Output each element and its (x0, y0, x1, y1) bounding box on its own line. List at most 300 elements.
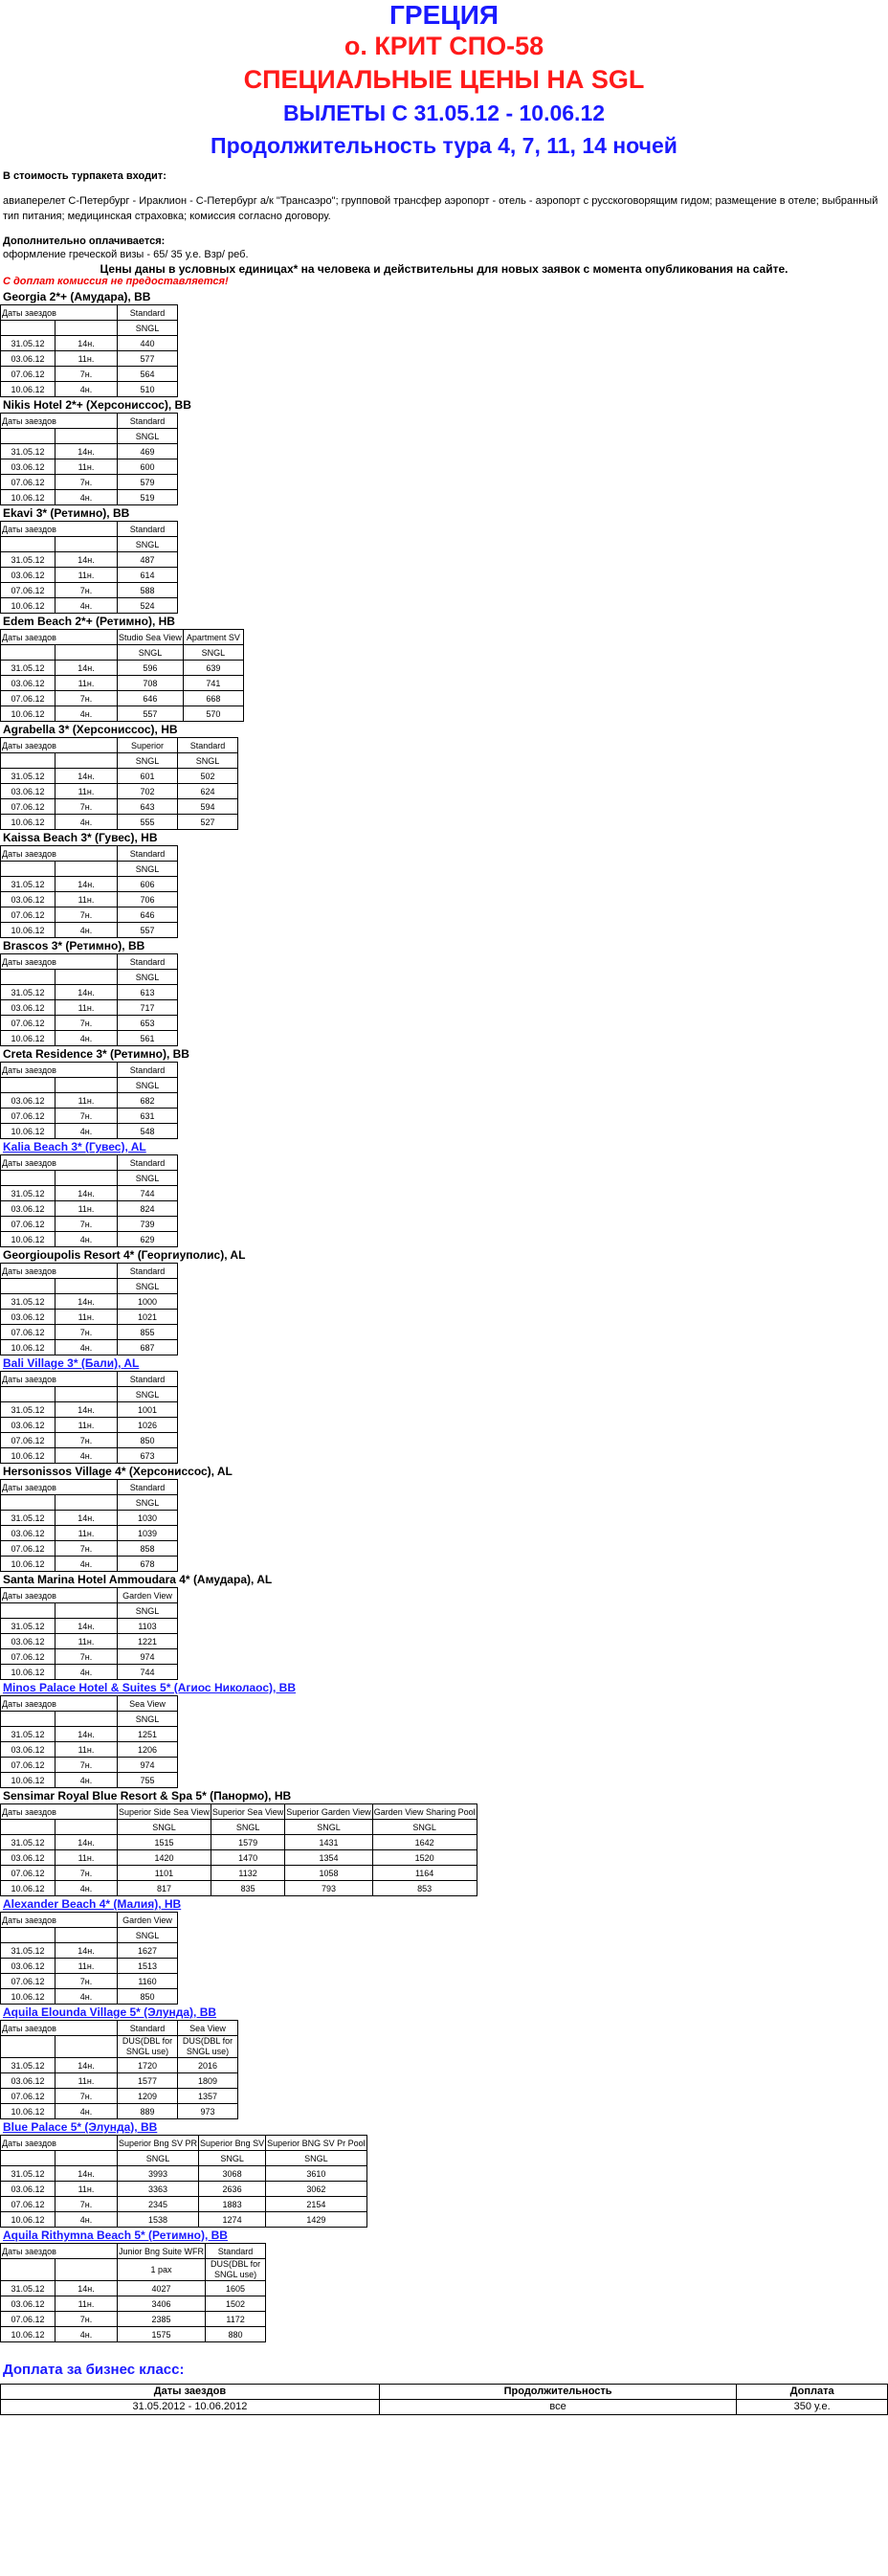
arrival-date: 03.06.12 (1, 1000, 56, 1016)
nights: 11н. (56, 1526, 118, 1541)
room-type-header: Sea View (178, 2021, 238, 2036)
price-row (1, 1294, 178, 1310)
price: 973 (178, 2104, 238, 2119)
price-table (0, 1479, 178, 1572)
arrival-date: 03.06.12 (1, 1310, 56, 1325)
nights: 4н. (56, 1448, 118, 1464)
arrival-date: 10.06.12 (1, 2104, 56, 2119)
arrival-date: 07.06.12 (1, 2089, 56, 2104)
arrival-date: 31.05.12 (1, 2166, 56, 2182)
nights: 11н. (56, 1634, 118, 1649)
price-row (1, 1124, 178, 1139)
price: 4027 (118, 2281, 206, 2296)
price-row (1, 676, 244, 691)
room-type-header: Standard (118, 846, 178, 862)
occupancy-row (1, 321, 178, 336)
occupancy-header: SNGL (183, 645, 243, 661)
business-surcharge: 350 у.е. (737, 2400, 888, 2415)
empty-cell (1, 2151, 56, 2166)
price: 557 (118, 923, 178, 938)
dates-label: Даты заездов (1, 1804, 118, 1820)
arrival-date: 31.05.12 (1, 336, 56, 351)
arrival-date: 10.06.12 (1, 1773, 56, 1788)
price-row (1, 1619, 178, 1634)
room-type-header: Standard (118, 1372, 178, 1387)
business-title: Доплата за бизнес класс: (3, 2362, 185, 2378)
arrival-date: 31.05.12 (1, 2281, 56, 2296)
room-type-header: Standard (118, 954, 178, 970)
nights: 14н. (56, 2166, 118, 2182)
hotel-name: Brascos 3* (Ретимно), BB (3, 939, 145, 952)
arrival-date: 10.06.12 (1, 1124, 56, 1139)
empty-cell (1, 537, 56, 552)
nights: 4н. (56, 1989, 118, 2005)
nights: 7н. (56, 1217, 118, 1232)
arrival-date: 10.06.12 (1, 382, 56, 397)
nights: 11н. (56, 2296, 118, 2312)
price-row (1, 459, 178, 475)
price-row (1, 1310, 178, 1325)
price: 1058 (285, 1866, 372, 1881)
price: 1103 (118, 1619, 178, 1634)
business-header-dates: Даты заездов (1, 2385, 380, 2400)
price: 561 (118, 1031, 178, 1046)
nights: 11н. (56, 676, 118, 691)
arrival-date: 10.06.12 (1, 2327, 56, 2342)
nights: 4н. (56, 923, 118, 938)
room-type-row (1, 1588, 178, 1603)
price-row (1, 2182, 367, 2197)
room-type-row (1, 1913, 178, 1928)
hotel-block (0, 2228, 888, 2342)
hotel-block (0, 2005, 888, 2119)
price: 555 (118, 815, 178, 830)
empty-cell (1, 1387, 56, 1402)
price: 974 (118, 1649, 178, 1665)
price: 3993 (118, 2166, 199, 2182)
arrival-date: 07.06.12 (1, 1325, 56, 1340)
price-row (1, 1974, 178, 1989)
room-type-header: Standard (118, 2021, 178, 2036)
nights: 7н. (56, 583, 118, 598)
nights: 7н. (56, 367, 118, 382)
occupancy-header: DUS(DBL for SNGL use) (206, 2259, 266, 2281)
arrival-date: 07.06.12 (1, 583, 56, 598)
room-type-row (1, 2021, 238, 2036)
nights: 11н. (56, 1959, 118, 1974)
price-row (1, 1557, 178, 1572)
nights: 11н. (56, 2182, 118, 2197)
arrival-date: 03.06.12 (1, 1093, 56, 1109)
price: 579 (118, 475, 178, 490)
price-row (1, 1232, 178, 1247)
nights: 7н. (56, 1866, 118, 1881)
price: 502 (178, 769, 238, 784)
empty-cell (56, 753, 118, 769)
arrival-date: 07.06.12 (1, 907, 56, 923)
arrival-date: 07.06.12 (1, 1974, 56, 1989)
nights: 14н. (56, 1727, 118, 1742)
price-row (1, 1866, 477, 1881)
arrival-date: 07.06.12 (1, 1217, 56, 1232)
hotel-name-link[interactable]: Blue Palace 5* (Элунда), BB (3, 2120, 158, 2134)
price: 1627 (118, 1943, 178, 1959)
nights: 14н. (56, 336, 118, 351)
price: 601 (118, 769, 178, 784)
price: 1720 (118, 2058, 178, 2073)
room-type-header: Garden View Sharing Pool (372, 1804, 477, 1820)
room-type-header: Superior Sea View (211, 1804, 284, 1820)
price-row (1, 985, 178, 1000)
occupancy-header: SNGL (118, 970, 178, 985)
price: 588 (118, 583, 178, 598)
occupancy-header: SNGL (118, 1279, 178, 1294)
price-row (1, 1773, 178, 1788)
hotel-block (0, 830, 888, 938)
nights: 7н. (56, 1649, 118, 1665)
hotel-block (0, 722, 888, 830)
price: 1164 (372, 1866, 477, 1881)
price-table (0, 2020, 238, 2119)
empty-cell (1, 1712, 56, 1727)
occupancy-header: SNGL (266, 2151, 367, 2166)
arrival-date: 07.06.12 (1, 1016, 56, 1031)
arrival-date: 07.06.12 (1, 799, 56, 815)
nights: 4н. (56, 1665, 118, 1680)
hotel-name-link[interactable]: Aquila Rithymna Beach 5* (Ретимно), BB (3, 2229, 228, 2242)
price: 855 (118, 1325, 178, 1340)
price: 706 (118, 892, 178, 907)
nights: 14н. (56, 1402, 118, 1418)
occupancy-row (1, 2259, 266, 2281)
price-row (1, 1418, 178, 1433)
hotel-name-link[interactable]: Minos Palace Hotel & Suites 5* (Агиос Николаос), BB (3, 1681, 296, 1694)
room-type-header: Standard (206, 2244, 266, 2259)
price-row (1, 1943, 178, 1959)
room-type-header: Standard (118, 1155, 178, 1171)
price: 1502 (206, 2296, 266, 2312)
price: 850 (118, 1433, 178, 1448)
price: 744 (118, 1186, 178, 1201)
price: 594 (178, 799, 238, 815)
nights: 11н. (56, 459, 118, 475)
nights: 14н. (56, 1186, 118, 1201)
price: 614 (118, 568, 178, 583)
price: 835 (211, 1881, 284, 1896)
nights: 4н. (56, 1232, 118, 1247)
price-row (1, 583, 178, 598)
nights: 7н. (56, 907, 118, 923)
dates-label: Даты заездов (1, 846, 118, 862)
room-type-row (1, 954, 178, 970)
nights: 4н. (56, 490, 118, 505)
price: 744 (118, 1665, 178, 1680)
empty-cell (56, 1495, 118, 1511)
empty-cell (56, 1928, 118, 1943)
price: 527 (178, 815, 238, 830)
room-type-header: Sea View (118, 1696, 178, 1712)
arrival-date: 10.06.12 (1, 706, 56, 722)
hotel-name: Edem Beach 2*+ (Ретимно), HB (3, 615, 175, 628)
room-type-header: Superior Bng SV PR (118, 2136, 199, 2151)
occupancy-row (1, 1279, 178, 1294)
nights: 7н. (56, 1016, 118, 1031)
price: 817 (118, 1881, 211, 1896)
price-row (1, 382, 178, 397)
price-row (1, 2197, 367, 2212)
room-type-header: Superior Side Sea View (118, 1804, 211, 1820)
dates-label: Даты заездов (1, 630, 118, 645)
nights: 7н. (56, 1541, 118, 1557)
price-row (1, 2281, 266, 2296)
price-row (1, 1016, 178, 1031)
arrival-date: 03.06.12 (1, 2182, 56, 2197)
price-table (0, 521, 178, 614)
price-row (1, 1201, 178, 1217)
price: 577 (118, 351, 178, 367)
empty-cell (56, 1712, 118, 1727)
price-row (1, 923, 178, 938)
price-table (0, 1371, 178, 1464)
price: 643 (118, 799, 178, 815)
price-table (0, 1587, 178, 1680)
room-type-header: Superior BNG SV Pr Pool (266, 2136, 367, 2151)
price: 1575 (118, 2327, 206, 2342)
nights: 4н. (56, 382, 118, 397)
business-header-duration: Продолжительность (379, 2385, 736, 2400)
price: 1030 (118, 1511, 178, 1526)
price: 1520 (372, 1850, 477, 1866)
price-table (0, 2135, 367, 2228)
occupancy-row (1, 862, 178, 877)
hotel-name-link[interactable]: Aquila Elounda Village 5* (Элунда), BB (3, 2005, 217, 2019)
hotel-list (0, 289, 888, 2342)
price: 1577 (118, 2073, 178, 2089)
empty-cell (56, 862, 118, 877)
room-type-row (1, 1063, 178, 1078)
price: 668 (183, 691, 243, 706)
arrival-date: 03.06.12 (1, 2296, 56, 2312)
hotel-name-link[interactable]: Bali Village 3* (Бали), AL (3, 1356, 140, 1370)
dates-label: Даты заездов (1, 2136, 118, 2151)
hotel-name-link[interactable]: Alexander Beach 4* (Малия), HB (3, 1897, 182, 1911)
price-row (1, 691, 244, 706)
arrival-date: 07.06.12 (1, 1433, 56, 1448)
occupancy-header: SNGL (118, 645, 184, 661)
room-type-row (1, 1480, 178, 1495)
nights: 11н. (56, 784, 118, 799)
occupancy-row (1, 970, 178, 985)
price-row (1, 892, 178, 907)
dates-label: Даты заездов (1, 1696, 118, 1712)
hotel-block (0, 1247, 888, 1355)
arrival-date: 03.06.12 (1, 784, 56, 799)
occupancy-header: SNGL (118, 1495, 178, 1511)
price: 469 (118, 444, 178, 459)
occupancy-row (1, 1171, 178, 1186)
room-type-header: Garden View (118, 1913, 178, 1928)
price: 1605 (206, 2281, 266, 2296)
arrival-date: 07.06.12 (1, 691, 56, 706)
room-type-header: Standard (118, 414, 178, 429)
price-row (1, 1186, 178, 1201)
price: 755 (118, 1773, 178, 1788)
included-text: авиаперелет С-Петербург - Ираклион - С-Петербург а/к "Трансаэро"; групповой трансфер аэропорт - отель - аэропорт с русскоговорящим гидом; размещение в отеле; выбранный тип питания; медицинская страховка; комиссия согласно договору. (3, 195, 878, 222)
empty-cell (1, 1495, 56, 1511)
duration-title: Продолжительность тура 4, 7, 11, 14 ночей (211, 133, 677, 158)
price: 889 (118, 2104, 178, 2119)
price-table (0, 629, 244, 722)
occupancy-row (1, 753, 238, 769)
occupancy-header: SNGL (118, 1712, 178, 1727)
dates-label: Даты заездов (1, 2244, 118, 2259)
dates-label: Даты заездов (1, 2021, 118, 2036)
nights: 11н. (56, 1000, 118, 1016)
price: 1172 (206, 2312, 266, 2327)
dates-label: Даты заездов (1, 305, 118, 321)
arrival-date: 03.06.12 (1, 1201, 56, 1217)
room-type-row (1, 1155, 178, 1171)
price: 1431 (285, 1835, 372, 1850)
empty-cell (1, 1928, 56, 1943)
dates-label: Даты заездов (1, 414, 118, 429)
hotel-name-link[interactable]: Kalia Beach 3* (Гувес), AL (3, 1140, 146, 1154)
price-row (1, 1850, 477, 1866)
price-table (0, 845, 178, 938)
room-type-row (1, 846, 178, 862)
hotel-name: Sensimar Royal Blue Resort & Spa 5* (Панормо), HB (3, 1789, 292, 1803)
empty-cell (1, 645, 56, 661)
nights: 14н. (56, 985, 118, 1000)
empty-cell (1, 1279, 56, 1294)
nights: 4н. (56, 1773, 118, 1788)
price: 624 (178, 784, 238, 799)
price: 1642 (372, 1835, 477, 1850)
price-row (1, 1511, 178, 1526)
occupancy-header: SNGL (285, 1820, 372, 1835)
empty-cell (56, 537, 118, 552)
hotel-name: Georgia 2*+ (Амудара), BB (3, 290, 151, 303)
nights: 11н. (56, 351, 118, 367)
departures-title: ВЫЛЕТЫ С 31.05.12 - 10.06.12 (282, 101, 606, 125)
occupancy-header: SNGL (118, 753, 178, 769)
price: 1470 (211, 1850, 284, 1866)
occupancy-row (1, 429, 178, 444)
nights: 14н. (56, 1835, 118, 1850)
nights: 14н. (56, 769, 118, 784)
occupancy-header: SNGL (118, 1171, 178, 1186)
empty-cell (56, 2036, 118, 2058)
nights: 7н. (56, 691, 118, 706)
nights: 7н. (56, 799, 118, 815)
price: 631 (118, 1109, 178, 1124)
price: 1420 (118, 1850, 211, 1866)
arrival-date: 31.05.12 (1, 1186, 56, 1201)
empty-cell (56, 1820, 118, 1835)
nights: 7н. (56, 1974, 118, 1989)
nights: 11н. (56, 1742, 118, 1758)
arrival-date: 07.06.12 (1, 2312, 56, 2327)
occupancy-row (1, 1712, 178, 1727)
extra-text: оформление греческой визы - 65/ 35 у.е. Взр/ реб. (3, 249, 249, 260)
hotel-block (0, 1572, 888, 1680)
dates-label: Даты заездов (1, 1063, 118, 1078)
price: 3062 (266, 2182, 367, 2197)
empty-cell (1, 429, 56, 444)
arrival-date: 10.06.12 (1, 1881, 56, 1896)
extra-heading: Дополнительно оплачивается: (3, 235, 166, 247)
nights: 7н. (56, 1758, 118, 1773)
hotel-block (0, 1139, 888, 1247)
price-row (1, 1433, 178, 1448)
room-type-header: Standard (118, 1264, 178, 1279)
room-type-header: Superior Bng SV (199, 2136, 266, 2151)
price-row (1, 475, 178, 490)
arrival-date: 10.06.12 (1, 1340, 56, 1355)
arrival-date: 07.06.12 (1, 475, 56, 490)
arrival-date: 31.05.12 (1, 1943, 56, 1959)
hotel-name: Agrabella 3* (Херсониссос), HB (3, 723, 178, 736)
price: 519 (118, 490, 178, 505)
price-row (1, 907, 178, 923)
arrival-date: 03.06.12 (1, 1959, 56, 1974)
price-row (1, 1649, 178, 1665)
room-type-row (1, 738, 238, 753)
nights: 11н. (56, 1093, 118, 1109)
room-type-header: Standard (118, 305, 178, 321)
arrival-date: 10.06.12 (1, 1448, 56, 1464)
room-type-header: Junior Bng Suite WFR (118, 2244, 206, 2259)
occupancy-header: SNGL (118, 1387, 178, 1402)
empty-cell (1, 1603, 56, 1619)
price-table (0, 1803, 477, 1896)
price-row (1, 1634, 178, 1649)
arrival-date: 31.05.12 (1, 877, 56, 892)
price-row (1, 351, 178, 367)
price: 824 (118, 1201, 178, 1217)
hotel-block (0, 1680, 888, 1788)
empty-cell (56, 2259, 118, 2281)
price: 1039 (118, 1526, 178, 1541)
price: 1354 (285, 1850, 372, 1866)
price-row (1, 1989, 178, 2005)
price: 524 (118, 598, 178, 614)
empty-cell (56, 1171, 118, 1186)
arrival-date: 31.05.12 (1, 1402, 56, 1418)
price: 570 (183, 706, 243, 722)
occupancy-header: DUS(DBL for SNGL use) (118, 2036, 178, 2058)
room-type-header: Apartment SV (183, 630, 243, 645)
price-row (1, 1340, 178, 1355)
price-row (1, 706, 244, 722)
arrival-date: 31.05.12 (1, 1727, 56, 1742)
nights: 14н. (56, 552, 118, 568)
occupancy-header: SNGL (118, 1928, 178, 1943)
occupancy-header: SNGL (118, 1820, 211, 1835)
price-row (1, 769, 238, 784)
price-row (1, 1031, 178, 1046)
arrival-date: 03.06.12 (1, 459, 56, 475)
occupancy-row (1, 537, 178, 552)
price: 606 (118, 877, 178, 892)
arrival-date: 10.06.12 (1, 2212, 56, 2228)
price-row (1, 799, 238, 815)
price: 741 (183, 676, 243, 691)
included-heading: В стоимость турпакета входит: (3, 170, 166, 182)
arrival-date: 31.05.12 (1, 1294, 56, 1310)
room-type-header: Superior Garden View (285, 1804, 372, 1820)
business-row (1, 2400, 888, 2415)
